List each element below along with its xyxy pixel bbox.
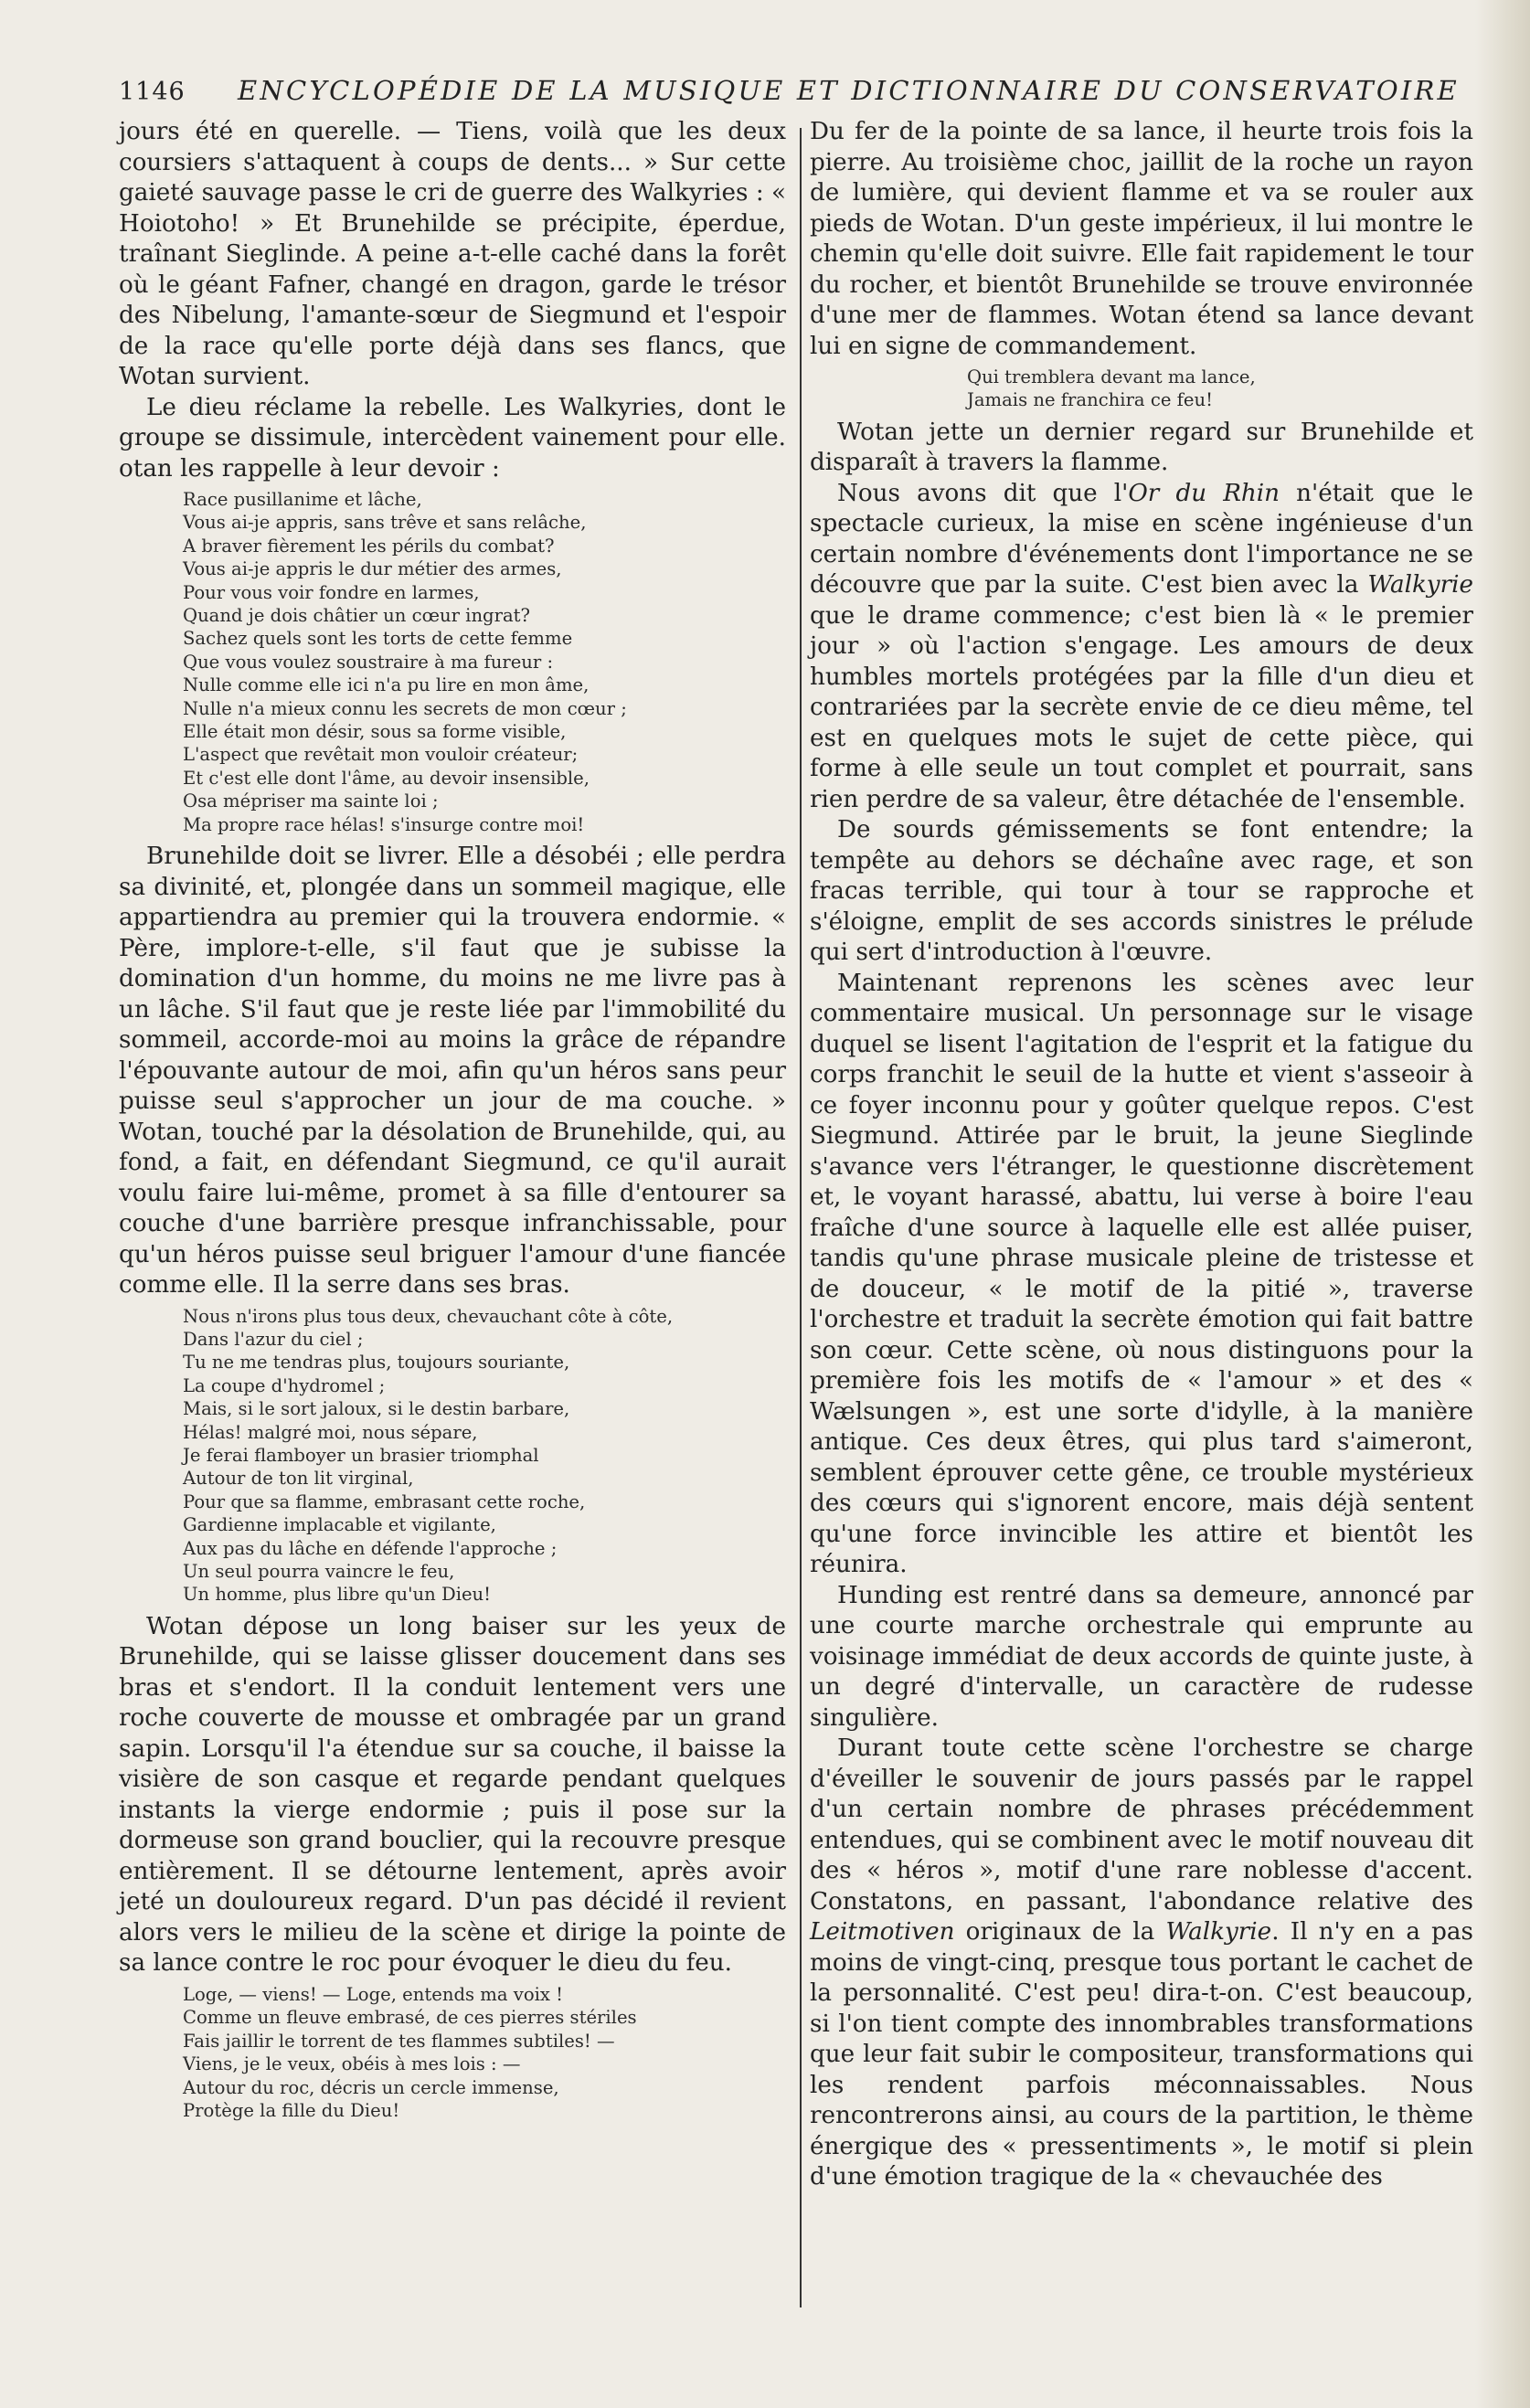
verse-line: Pour que sa flamme, embrasant cette roche, (183, 1490, 586, 1512)
verse-line: Nous n'irons plus tous deux, chevauchant côte à côte, (183, 1305, 674, 1327)
paragraph: Brunehilde doit se livrer. Elle a désobéi ; elle perdra sa divinité, et, plongée dans un sommeil magique, elle appartiendra au premier qui la trouvera endormie. « Père, implore-t-elle, s'il faut que je subisse la domination d'un homme, du moins ne me livre pas à un lâche. S'il faut que je reste liée par l'immobilité du sommeil, accorde-moi au moins la grâce de répandre l'épouvante autour de moi, afin qu'un héros sans peur puisse seul s'approcher un jour de ma couche. » Wotan, touché par la désolation de Brunehilde, qui, au fond, a fait, en défendant Siegmund, ce qu'il aurait voulu faire lui-même, promet à sa fille d'entourer sa couche d'une barrière presque infranchissable, pour qu'un héros puisse seul briguer l'amour d'une fiancée comme elle. Il la serre dans ses bras. (119, 843, 786, 1299)
running-title: ENCYCLOPÉDIE DE LA MUSIQUE ET DICTIONNAIRE DU CONSERVATOIRE (238, 75, 1460, 106)
paragraph: De sourds gémissements se font entendre; la tempête au dehors se déchaîne avec rage, et son fracas terrible, qui tour à tour se rapproche et s'éloigne, emplit de ses accords sinistres le prélude qui sert d'introduction à l'œuvre. (810, 816, 1473, 967)
verse-block (183, 488, 786, 836)
running-header (119, 75, 1481, 111)
paragraph: Wotan dépose un long baiser sur les yeux de Brunehilde, qui se laisse glisser doucement dans ses bras et s'endort. Il la conduit lentement vers une roche couverte de mousse et ombragée par un grand sapin. Lorsqu'il l'a étendue sur sa couche, il baisse la visière de son casque et regarde pendant quelques instants la vierge endormie ; puis il pose sur la dormeuse son grand bouclier, qui la recouvre presque entièrement. Il se détourne lentement, après avoir jeté un douloureux regard. D'un pas décidé il revient alors vers le milieu de la scène et dirige la pointe de sa lance contre le roc pour évoquer le dieu du feu. (119, 1612, 786, 1978)
text-run: n'était que le spectacle curieux, la mise en scène ingénieuse d'un certain nombre d'événements dont l'importance ne se découvre que par la suite. C'est bien avec la (810, 479, 1474, 599)
verse-line: Ma propre race hélas! s'insurge contre moi! (183, 813, 585, 835)
verse-line: La coupe d'hydromel ; (183, 1374, 386, 1396)
verse-line: Autour du roc, décris un cercle immense, (183, 2076, 559, 2098)
verse-line: Qui tremblera devant ma lance, (967, 366, 1256, 387)
verse-line: Que vous voulez soustraire à ma fureur : (183, 651, 554, 673)
verse-line: Et c'est elle dont l'âme, au devoir insensible, (183, 767, 590, 789)
verse-line: Tu ne me tendras plus, toujours souriante, (183, 1352, 570, 1374)
text-run: Nous avons dit que l' (837, 479, 1129, 507)
verse-line: Viens, je le veux, obéis à mes lois : — (183, 2053, 521, 2075)
verse-line: L'aspect que revêtait mon vouloir créateur; (183, 744, 579, 766)
verse-line: Pour vous voir fondre en larmes, (183, 581, 480, 603)
verse-line: Comme un fleuve embrasé, de ces pierres stériles (183, 2007, 637, 2029)
work-title: Walkyrie (1367, 571, 1473, 599)
verse-line: Fais jaillir le torrent de tes flammes subtiles! — (183, 2030, 615, 2052)
foreign-term: Leitmotiven (810, 1918, 955, 1947)
paragraph: Wotan jette un dernier regard sur Brunehilde et disparaît à travers la flamme. (810, 418, 1473, 477)
verse-line: Sachez quels sont les torts de cette femme (183, 628, 573, 650)
column-divider (800, 128, 802, 2307)
verse-line: Je ferai flamboyer un brasier triomphal (183, 1445, 539, 1467)
page-number: 1146 (119, 78, 186, 106)
verse-line: Dans l'azur du ciel ; (183, 1329, 364, 1350)
verse-line: Mais, si le sort jaloux, si le destin barbare, (183, 1398, 570, 1420)
left-column (119, 117, 786, 2127)
paragraph (810, 479, 1473, 816)
paragraph: jours été en querelle. — Tiens, voilà que les deux coursiers s'attaquent à coups de dents... » Sur cette gaieté sauvage passe le cri de guerre des Walkyries : « Hoiotoho! » Et Brunehilde se précipite, éperdue, traînant Sieglinde. A peine a-t-elle caché dans la forêt où le géant Fafner, changé en dragon, garde le trésor des Nibelung, l'amante-sœur de Siegmund et l'espoir de la race qu'elle porte déjà dans ses flancs, que Wotan survient. (119, 118, 786, 390)
verse-line: Vous ai-je appris, sans trêve et sans relâche, (183, 512, 587, 534)
verse-line: Nulle comme elle ici n'a pu lire en mon âme, (183, 674, 590, 696)
verse-line: Aux pas du lâche en défende l'approche ; (183, 1537, 558, 1559)
text-run: . Il n'y en a pas moins de vingt-cinq, presque tous portant le cachet de la personnalité. C'est peu! dira-t-on. C'est beaucoup, si l'on tient compte des innombrables transformations que leur fait subir le compositeur, transformations qui les rendent parfois méconnaissables. Nous rencontrerons ainsi, au cours de la partition, le thème énergique des « pressentiments », le motif si plein d'une émotion tragique de la « chevauchée des (810, 1918, 1473, 2191)
text-run: originaux de la (954, 1918, 1166, 1947)
verse-line: Osa mépriser ma sainte loi ; (183, 790, 439, 812)
verse-line: Protège la fille du Dieu! (183, 2099, 400, 2121)
text-run: que le drame commence; c'est bien là « le premier jour » où l'action s'engage. Les amours de deux humbles mortels protégées par la fille d'un dieu et contrariées par la secrète envie de ce dieu même, tel est en quelques mots le sujet de cette pièce, qui forme à elle seule un tout complet et pourrait, sans rien perdre de sa valeur, être détachée de l'ensemble. (810, 601, 1473, 813)
verse-line: Vous ai-je appris le dur métier des armes, (183, 558, 562, 580)
paragraph (810, 1734, 1473, 2193)
verse-block (183, 1305, 786, 1607)
paragraph: Hunding est rentré dans sa demeure, annoncé par une courte marche orchestrale qui emprunte au voisinage immédiat de deux accords de quinte juste, à un degré d'intervalle, un caractère de rudesse singulière. (810, 1581, 1473, 1732)
paragraph: Le dieu réclame la rebelle. Les Walkyries, dont le groupe se dissimule, intercèdent vainement pour elle. otan les rappelle à leur devoir : (119, 393, 786, 483)
verse-block (183, 1983, 786, 2122)
verse-line: Autour de ton lit virginal, (183, 1468, 414, 1490)
work-title: Walkyrie (1165, 1918, 1272, 1947)
verse-line: Un homme, plus libre qu'un Dieu! (183, 1584, 492, 1606)
work-title: Or du Rhin (1128, 479, 1280, 507)
verse-line: Jamais ne franchira ce feu! (967, 389, 1213, 411)
verse-block (967, 366, 1473, 412)
verse-line: Quand je dois châtier un cœur ingrat? (183, 605, 531, 627)
verse-line: Hélas! malgré moi, nous sépare, (183, 1421, 478, 1443)
page-edge-shadow (1475, 0, 1530, 2408)
paragraph: Maintenant reprenons les scènes avec leur commentaire musical. Un personnage sur le visage duquel se lisent l'agitation de l'esprit et la fatigue du corps franchit le seuil de la hutte et vient s'asseoir à ce foyer inconnu pour y goûter quelque repos. C'est Siegmund. Attirée par le bruit, la jeune Sieglinde s'avance vers l'étranger, le questionne discrètement et, le voyant harassé, abattu, lui verse à boire l'eau fraîche d'une source à laquelle elle est allée puiser, tandis qu'une phrase musicale pleine de tristesse et de douceur, « le motif de la pitié », traverse l'orchestre et traduit la secrète émotion qui fait battre son cœur. Cette scène, où nous distinguons pour la première fois les motifs de « l'amour » et des « Wælsungen », est une sorte d'idylle, à la manière antique. Ces deux êtres, qui plus tard s'aimeront, semblent éprouver cette gêne, ce trouble mystérieux des cœurs qui s'ignorent encore, mais déjà sentent qu'une force invincible les attire et bientôt les réunira. (810, 969, 1473, 1579)
right-column (810, 117, 1473, 2193)
verse-line: Loge, — viens! — Loge, entends ma voix ! (183, 1983, 564, 2005)
text-run: Durant toute cette scène l'orchestre se charge d'éveiller le souvenir de jours passés par le rappel d'un certain nombre de phrases précédemment entendues, qui se combinent avec le motif nouveau dit des « héros », motif d'une rare noblesse d'accent. Constatons, en passant, l'abondance relative des (810, 1734, 1473, 1915)
verse-line: Elle était mon désir, sous sa forme visible, (183, 721, 567, 743)
verse-line: Nulle n'a mieux connu les secrets de mon cœur ; (183, 697, 627, 719)
verse-line: A braver fièrement les périls du combat? (183, 535, 555, 557)
verse-line: Un seul pourra vaincre le feu, (183, 1561, 455, 1583)
verse-line: Race pusillanime et lâche, (183, 489, 422, 510)
paragraph: Du fer de la pointe de sa lance, il heurte trois fois la pierre. Au troisième choc, jaillit de la roche un rayon de lumière, qui devient flamme et va se rouler aux pieds de Wotan. D'un geste impérieux, il lui montre le chemin qu'elle doit suivre. Elle fait rapidement le tour du rocher, et bientôt Brunehilde se trouve environnée d'une mer de flammes. Wotan étend sa lance devant lui en signe de commandement. (810, 118, 1473, 360)
verse-line: Gardienne implacable et vigilante, (183, 1514, 496, 1536)
